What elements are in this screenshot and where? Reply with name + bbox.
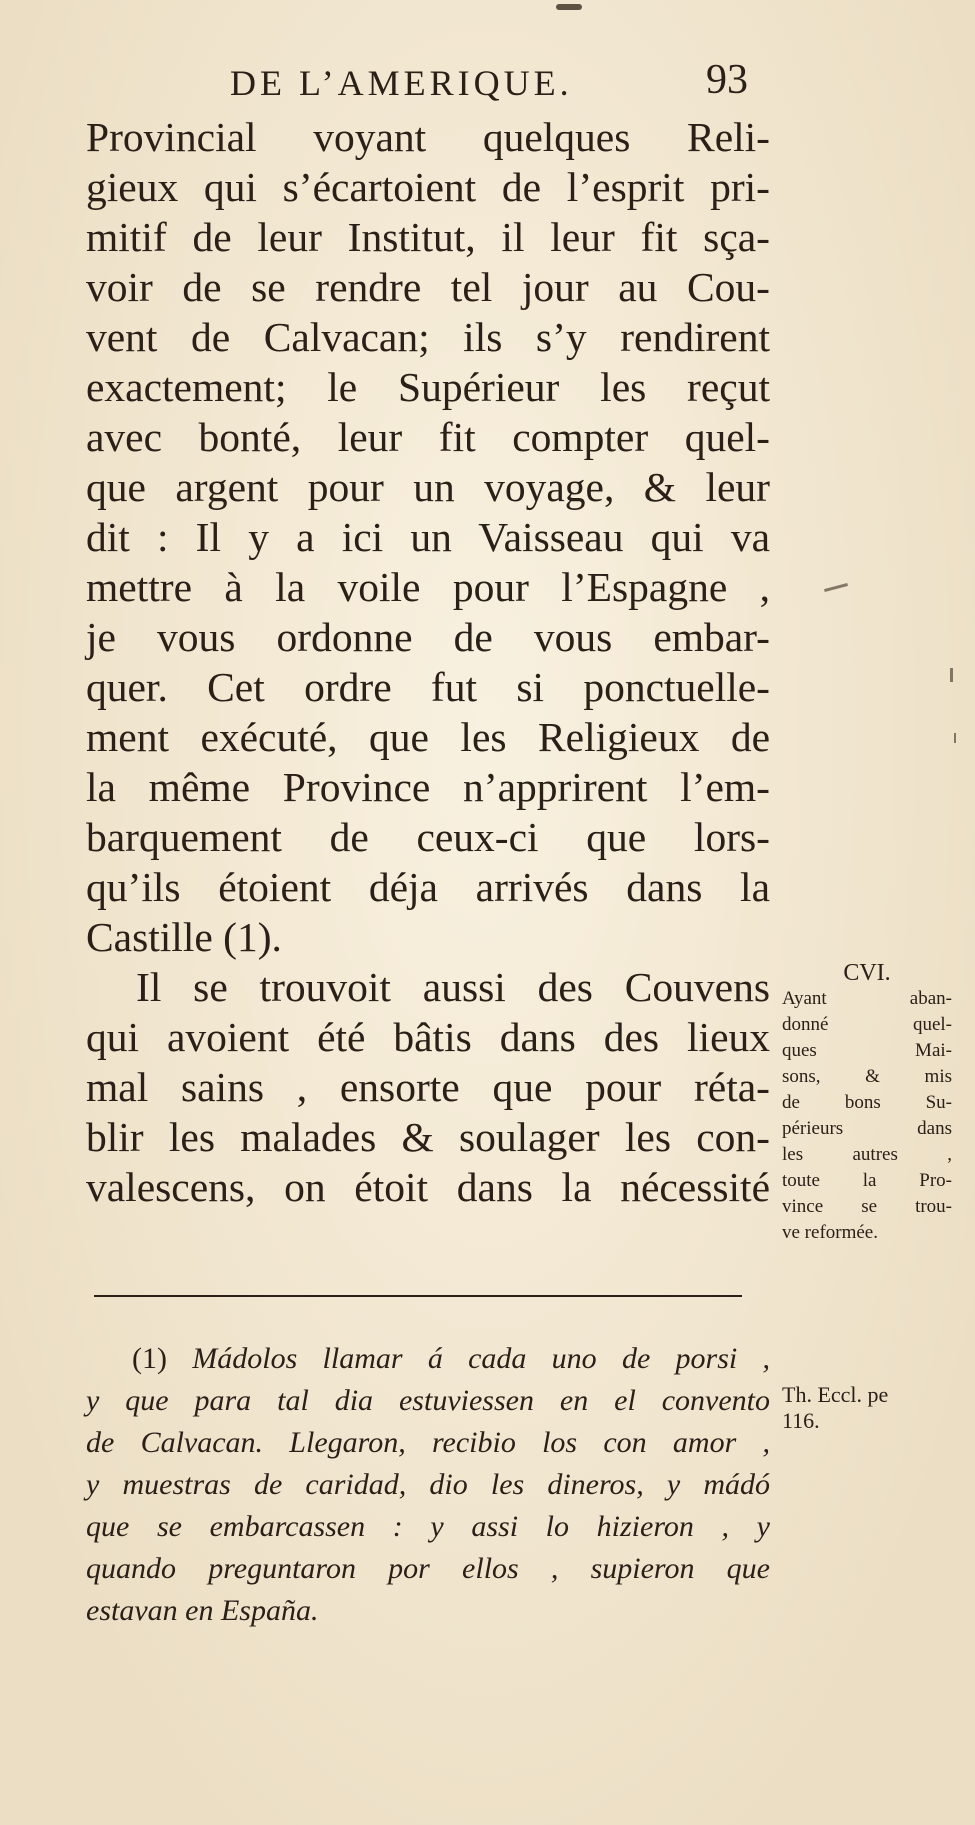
footnote-marker: (1): [132, 1342, 167, 1375]
text-line: quer. Cet ordre fut si ponctuelle-: [86, 664, 770, 710]
footnote-line: y que para tal dia estuviessen en el convento: [86, 1384, 770, 1417]
text-line: mitif de leur Institut, il leur fit sça-: [86, 214, 770, 260]
text-line: barquement de ceux-ci que lors-: [86, 814, 770, 860]
text-line: qui avoient été bâtis dans des lieux: [86, 1014, 770, 1060]
margin-reference-line: 116.: [782, 1408, 820, 1433]
text-line: qu’ils étoient déja arrivés dans la: [86, 864, 770, 910]
text-line: blir les malades & soulager les con-: [86, 1114, 770, 1160]
footnote-line: y muestras de caridad, dio les dineros, y mádó: [86, 1468, 770, 1501]
page-number: 93: [706, 57, 748, 103]
margin-note-line: ques Mai-: [782, 1040, 952, 1061]
text-line: avec bonté, leur fit compter quel-: [86, 414, 770, 460]
margin-note: [782, 960, 952, 1246]
margin-note-line: ve reformée.: [782, 1222, 878, 1243]
text-line: mal sains , ensorte que pour réta-: [86, 1064, 770, 1110]
text-line: Provincial voyant quelques Reli-: [86, 114, 770, 160]
text-line: mettre à la voile pour l’Espagne ,: [86, 564, 770, 610]
text-line: vent de Calvacan; ils s’y rendirent: [86, 314, 770, 360]
text-line: la même Province n’apprirent l’em-: [86, 764, 770, 810]
footnote-line: estavan en España.: [86, 1594, 319, 1627]
footnote-line: de Calvacan. Llegaron, recibio los con amor ,: [86, 1426, 770, 1459]
running-head: DE L’AMERIQUE.: [230, 63, 573, 103]
text-line: je vous ordonne de vous embar-: [86, 614, 770, 660]
margin-reference-line: Th. Eccl. pe: [782, 1382, 889, 1407]
margin-note-line: donné quel-: [782, 1014, 952, 1035]
text-line: exactement; le Supérieur les reçut: [86, 364, 770, 410]
footnote-line: quando preguntaron por ellos , supieron que: [86, 1552, 770, 1585]
text-line: dit : Il y a ici un Vaisseau qui va: [86, 514, 770, 560]
text-line: valescens, on étoit dans la nécessité: [86, 1164, 770, 1210]
footnote-line: [132, 1338, 770, 1380]
text-line: que argent pour un voyage, & leur: [86, 464, 770, 510]
footnote-rule: [94, 1295, 742, 1297]
footnote-line: que se embarcassen : y assi lo hizieron , y: [86, 1510, 770, 1543]
margin-note-line: sons, & mis: [782, 1066, 952, 1087]
text-line: ment exécuté, que les Religieux de: [86, 714, 770, 760]
text-line: Castille (1).: [86, 914, 282, 960]
ink-mark: [824, 583, 848, 592]
margin-note-line: de bons Su-: [782, 1092, 952, 1113]
text-line: Il se trouvoit aussi des Couvens: [136, 964, 770, 1010]
text-line: gieux qui s’écartoient de l’esprit pri-: [86, 164, 770, 210]
footnote-first-text: Mádolos llamar á cada uno de porsi ,: [192, 1342, 771, 1375]
ink-mark: [950, 668, 953, 682]
margin-reference: [782, 1382, 952, 1434]
margin-note-number: CVI.: [843, 960, 891, 986]
margin-note-line: périeurs dans: [782, 1118, 952, 1139]
ink-mark: [954, 733, 956, 743]
text-line: voir de se rendre tel jour au Cou-: [86, 264, 770, 310]
ink-mark: [556, 4, 582, 10]
margin-note-line: Ayant aban-: [782, 988, 952, 1009]
margin-note-line: les autres ,: [782, 1144, 952, 1165]
margin-note-line: toute la Pro-: [782, 1170, 952, 1191]
margin-note-line: vince se trou-: [782, 1196, 952, 1217]
